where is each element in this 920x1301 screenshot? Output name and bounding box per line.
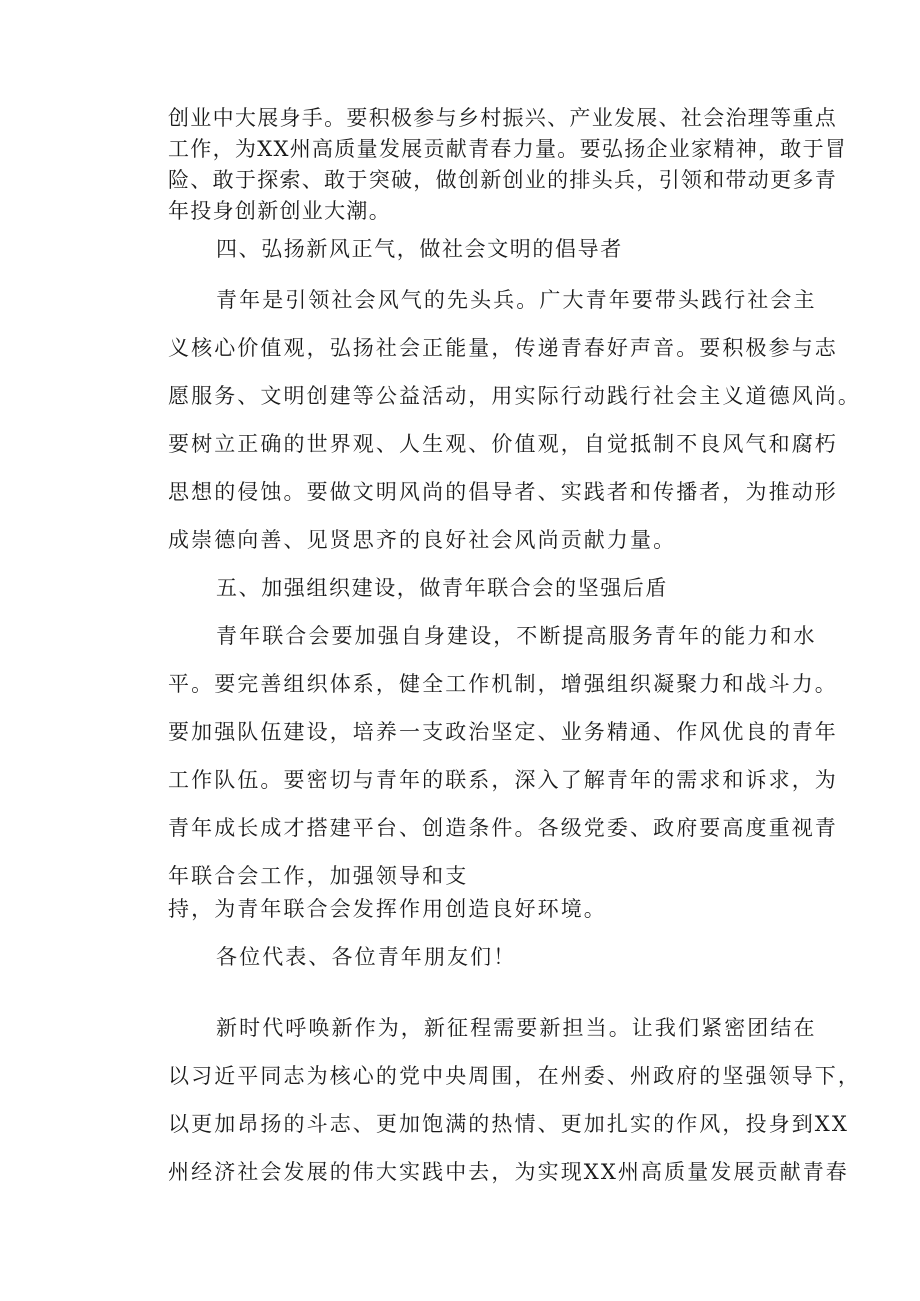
paragraph-line: 年投身创新创业大潮。 [168,199,391,223]
paragraph-line: 州经济社会发展的伟大实践中去，为实现XX州高质量发展贡献青春 [168,1160,849,1184]
paragraph-line: 要树立正确的世界观、人生观、价值观，自觉抵制不良风气和腐朽 [168,432,838,456]
section-heading-4: 四、弘扬新风正气，做社会文明的倡导者 [216,237,623,261]
salutation: 各位代表、各位青年朋友们！ [216,945,517,969]
paragraph-line: 创业中大展身手。要积极参与乡村振兴、产业发展、社会治理等重点 [168,106,837,130]
paragraph-line: 持，为青年联合会发挥作用创造良好环境。 [168,897,607,921]
paragraph-line: 青年联合会要加强自身建设，不断提高服务青年的能力和水 [216,624,817,648]
paragraph-line: 愿服务、文明创建等公益活动，用实际行动践行社会主义道德风尚。 [168,384,861,408]
paragraph-line: 要加强队伍建设，培养一支政治坚定、业务精通、作风优良的青年 [168,720,838,744]
paragraph-line: 青年是引领社会风气的先头兵。广大青年要带头践行社会主 [216,288,817,312]
paragraph-line: 思想的侵蚀。要做文明风尚的倡导者、实践者和传播者，为推动形 [168,480,838,504]
paragraph-line: 工作队伍。要密切与青年的联系，深入了解青年的需求和诉求，为 [168,768,838,792]
paragraph-line: 平。要完善组织体系，健全工作机制，增强组织凝聚力和战斗力。 [168,672,838,696]
paragraph-line: 义核心价值观，弘扬社会正能量，传递青春好声音。要积极参与志 [168,336,838,360]
paragraph-line: 以习近平同志为核心的党中央周围，在州委、州政府的坚强领导下， [168,1064,861,1088]
paragraph-line: 成崇德向善、见贤思齐的良好社会风尚贡献力量。 [168,528,677,552]
paragraph-line: 年联合会工作，加强领导和支 [168,864,469,888]
paragraph-line: 青年成长成才搭建平台、创造条件。各级党委、政府要高度重视青 [168,816,838,840]
paragraph-line: 工作，为XX州高质量发展贡献青春力量。要弘扬企业家精神，敢于冒 [168,137,848,161]
paragraph-line: 新时代呼唤新作为，新征程需要新担当。让我们紧密团结在 [216,1016,817,1040]
paragraph-line: 以更加昂扬的斗志、更加饱满的热情、更加扎实的作风，投身到XX [168,1112,849,1136]
paragraph-line: 险、敢于探索、敢于突破，做创新创业的排头兵，引领和带动更多青 [168,168,837,192]
section-heading-5: 五、加强组织建设，做青年联合会的坚强后盾 [216,576,668,600]
